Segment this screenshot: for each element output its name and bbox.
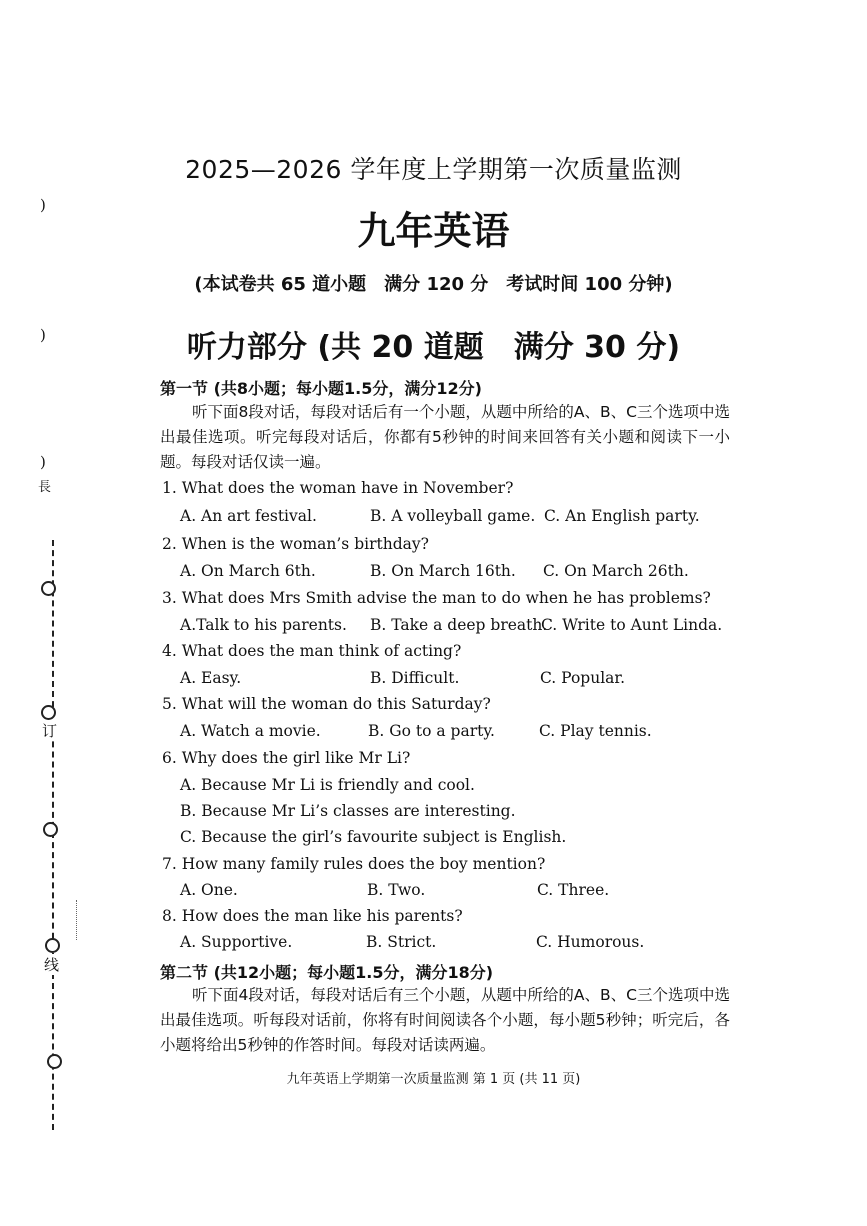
binding-circle [43,822,58,837]
question-3: 3. What does Mrs Smith advise the man to do when he has problems? [162,589,711,607]
q2-option-b: B. On March 16th. [370,562,516,580]
section2-instructions: 听下面4段对话，每段对话后有三个小题，从题中所给的A、B、C三个选项中选出最佳选项。听每段对话前，你将有时间阅读各个小题，每小题5秒钟；听完后，各小题将给出5秒钟的作答时间。每段对话读两遍。 [160,986,730,1054]
listening-part-title: 听力部分 (共 20 道题 满分 30 分) [186,330,681,365]
q5-option-a: A. Watch a movie. [180,722,321,740]
section2-heading: 第二节 (共12小题；每小题1.5分，满分18分) [160,963,494,982]
margin-paren: ) [40,196,46,214]
question-1: 1. What does the woman have in November? [162,479,514,497]
q1-option-c: C. An English party. [544,507,700,525]
section1-heading: 第一节 (共8小题；每小题1.5分，满分12分) [160,379,482,398]
q8-option-b: B. Strict. [366,933,437,951]
margin-char-ding: 订 [42,722,58,740]
q6-option-c: C. Because the girl’s favourite subject is English. [180,828,567,846]
question-6: 6. Why does the girl like Mr Li? [162,749,411,767]
margin-char-xian: 线 [44,956,60,974]
q1-option-b: B. A volleyball game. [370,507,536,525]
question-5: 5. What will the woman do this Saturday? [162,695,491,713]
binding-circle [45,938,60,953]
q3-option-b: B. Take a deep breath. [370,616,548,634]
question-7: 7. How many family rules does the boy mention? [162,855,546,873]
q4-option-b: B. Difficult. [370,669,460,687]
q5-option-c: C. Play tennis. [539,722,652,740]
margin-paren: ) [40,326,46,344]
q2-option-c: C. On March 26th. [543,562,689,580]
q4-option-c: C. Popular. [540,669,626,687]
binding-circle [41,581,56,596]
margin-paren: ) [40,453,46,471]
margin-char: 長 [38,476,51,495]
q4-option-a: A. Easy. [180,669,242,687]
section1-instructions: 听下面8段对话，每段对话后有一个小题，从题中所给的A、B、C三个选项中选出最佳选项。听完每段对话后，你都有5秒钟的时间来回答有关小题和阅读下一小题。每段对话仅读一遍。 [160,403,730,471]
question-2: 2. When is the woman’s birthday? [162,535,429,553]
q2-option-a: A. On March 6th. [180,562,316,580]
exam-info: (本试卷共 65 道小题 满分 120 分 考试时间 100 分钟) [194,274,673,295]
q7-option-b: B. Two. [367,881,426,899]
binding-circle [41,705,56,720]
q3-option-c: C. Write to Aunt Linda. [541,616,723,634]
binding-circle [47,1054,62,1069]
q7-option-a: A. One. [180,881,238,899]
q8-option-c: C. Humorous. [536,933,645,951]
q6-option-b: B. Because Mr Li’s classes are interesting. [180,802,516,820]
q1-option-a: A. An art festival. [180,507,317,525]
page-footer: 九年英语上学期第一次质量监测 第 1 页 (共 11 页) [286,1072,581,1087]
year-title: 2025—2026 学年度上学期第一次质量监测 [185,155,682,184]
q8-option-a: A. Supportive. [180,933,293,951]
q5-option-b: B. Go to a party. [368,722,495,740]
q7-option-c: C. Three. [537,881,610,899]
subject-title: 九年英语 [357,209,510,253]
q3-option-a: A.Talk to his parents. [180,616,347,634]
margin-dotted-line [76,900,77,940]
q6-option-a: A. Because Mr Li is friendly and cool. [180,776,475,794]
question-4: 4. What does the man think of acting? [162,642,462,660]
question-8: 8. How does the man like his parents? [162,907,463,925]
